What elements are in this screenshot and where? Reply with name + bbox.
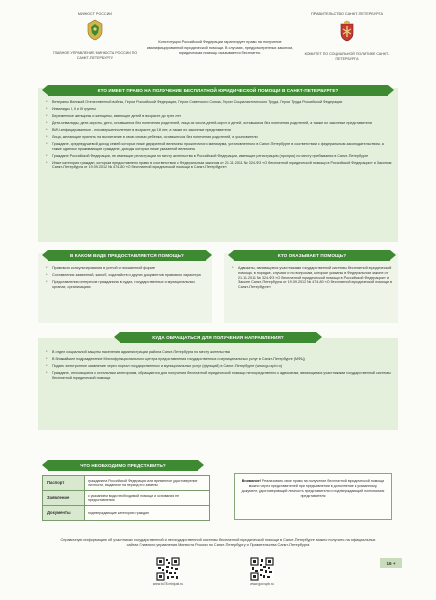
intro-text: Конституция Российской Федерации гарантирует право на получение квалифицированной юридической помощи. В случаях, предусмотренных законом, юридическая помощь оказывается бесплатно. [147, 40, 293, 55]
form-item: * Правового консультирования в устной и письменной форме [44, 266, 208, 271]
doc-label: Документы [43, 506, 85, 521]
eligibility-item: * Дети-инвалиды, дети-сироты, дети, оставшиеся без попечения родителей, лица из числа детей-сирот и детей, оставшихся без попечения родителей, а также их законные представители [44, 121, 394, 126]
eligibility-item: * Граждане, среднедушевой доход семей которых ниже двукратной величины прожиточного минимума, установленного в Санкт-Петербурге в соответствии с федеральным законодательством, а также одиноко проживающие граждане, доходы которых ниже указанной величины [44, 142, 394, 152]
ministry-org: ГЛАВНОЕ УПРАВЛЕНИЕ МИНЮСТА РОССИИ ПО САНКТ-ПЕТЕРБУРГУ [52, 51, 138, 60]
form-item: * Составления заявлений, жалоб, ходатайств и других документов правового характера [44, 273, 208, 278]
eligibility-item: * Лица, желающие принять на воспитание в свою семью ребенка, оставшегося без попечения родителей, и усыновители [44, 135, 394, 140]
docs-heading: ЧТО НЕОБХОДИМО ПРЕДСТАВИТЬ? [48, 460, 198, 471]
doc-description: с указанием вида необходимой помощи и основания ее предоставления [85, 491, 210, 506]
form-list [44, 266, 208, 292]
where-item: * Граждане, относящиеся к остальным категориям, обращаются для получения бесплатной юридической помощи непосредственно к адвокатам, являющимся участниками государственной системы бесплатной юридической помощи [44, 371, 394, 381]
who-heading: КТО ИМЕЕТ ПРАВО НА ПОЛУЧЕНИЕ БЕСПЛАТНОЙ ЮРИДИЧЕСКОЙ ПОМОЩИ В САНКТ-ПЕТЕРБУРГЕ? [48, 85, 388, 96]
qr-code-left-icon [156, 557, 180, 581]
docs-row [43, 506, 210, 521]
where-item: * Подать электронное заявление через портал государственных и муниципальных услуг (функций) в Санкт-Петербурге (www.gu.spb.ru) [44, 364, 394, 369]
eligibility-item: * ВИЧ-инфицированные - несовершеннолетние в возрасте до 18 лет, а также их законные представители [44, 128, 394, 133]
ministry-title: МИНЮСТ РОССИИ [77, 12, 113, 16]
header-right [302, 12, 392, 62]
doc-label: Заявление [43, 491, 85, 506]
doc-label: Паспорт [43, 476, 85, 491]
provider-item: * Адвокаты, являющиеся участниками государственной системы бесплатной юридической помощи, в порядке, случаях и по вопросам, которые указаны в Федеральном законе от 21.11.2011 № 324-ФЗ «О бесплатной юридической помощи в Российской Федерации» и Законе Санкт-Петербурга от 19.09.2012 № 474-80 «О бесплатной юридической помощи в Санкт-Петербурге» [230, 266, 394, 290]
note-bold: Внимание! [241, 479, 261, 483]
doc-description: подтверждающие категорию граждан [85, 506, 210, 521]
eligibility-item: * Инвалиды I, II и III группы [44, 107, 394, 112]
city-coat-of-arms-icon [338, 20, 356, 42]
form-heading: В КАКОМ ВИДЕ ПРЕДОСТАВЛЯЕТСЯ ПОМОЩЬ? [48, 250, 206, 261]
site-right-link[interactable]: www.gov.spb.ru [250, 582, 274, 586]
site-left-link[interactable]: www.to78.minjust.ru [152, 582, 184, 586]
eligibility-item: * Беременные женщины и женщины, имеющие детей в возрасте до трех лет [44, 114, 394, 119]
provider-list [230, 266, 394, 292]
attention-note [234, 473, 392, 520]
footer-text: Справочную информацию об участниках государственной и негосударственной системы бесплатной юридической помощи в Санкт-Петербурге можно получить на официальных сайтах Главного управления Минюста России по Санкт-Петербургу и Правительства Санкт-Петербурга [60, 538, 376, 548]
qr-code-right-icon [250, 557, 274, 581]
committee-org: КОМИТЕТ ПО СОЦИАЛЬНОЙ ПОЛИТИКЕ САНКТ-ПЕТЕРБУРГА [304, 52, 390, 61]
note-text: Реализовать свое право на получение бесплатной юридической помощи можно через представителей при предъявлении в дополнение к указанному, документ, удостоверяющий личность представителя и подтверждающий полномочия представителя [241, 479, 385, 498]
where-item: * В отдел социальной защиты населения администрации района Санкт-Петербурга по месту жительства [44, 350, 394, 355]
provider-heading: КТО ОКАЗЫВАЕТ ПОМОЩЬ? [234, 250, 390, 261]
header-left [50, 12, 140, 61]
form-item: * Представления интересов гражданина в судах, государственных и муниципальных органах, организациях [44, 280, 208, 290]
page-number-badge: 16 + [380, 558, 402, 568]
doc-description: гражданина Российской Федерации или временное удостоверение личности, выданное на период его замены [85, 476, 210, 491]
docs-row [43, 491, 210, 506]
ministry-emblem-icon [86, 19, 104, 41]
where-list [44, 350, 394, 383]
eligibility-item: * Ветераны Великой Отечественной войны, Герои Российской Федерации, Герои Советского Союза, Герои Социалистического Труда, Герои Труда Российской Федерации [44, 100, 394, 105]
eligibility-item: * Граждане Российской Федерации, не имеющие регистрации по месту жительства в Российской Федерации, имеющие регистрацию (пропуск) по месту пребывания в Санкт-Петербурге [44, 154, 394, 159]
government-title: ПРАВИТЕЛЬСТВО САНКТ-ПЕТЕРБУРГА [311, 12, 383, 16]
where-item: * В ближайшее подразделение Многофункционального центра предоставления государственных и муниципальных услуг в Санкт-Петербурге (МФЦ) [44, 357, 394, 362]
eligibility-item: * Иные категории граждан, которым предоставлено право в соответствии с Федеральным законом от 21.11.2011 № 324-ФЗ «О бесплатной юридической помощи в Российской Федерации» и Законом Санкт-Петербурга от 19.09.2012 № 474-80 «О бесплатной юридической помощи в Санкт-Петербурге» [44, 161, 394, 171]
docs-row [43, 476, 210, 491]
docs-table [42, 475, 210, 521]
where-heading: КУДА ОБРАЩАТЬСЯ ДЛЯ ПОЛУЧЕНИЯ НАПРАВЛЕНИЯ? [120, 332, 316, 343]
who-list [44, 100, 394, 172]
